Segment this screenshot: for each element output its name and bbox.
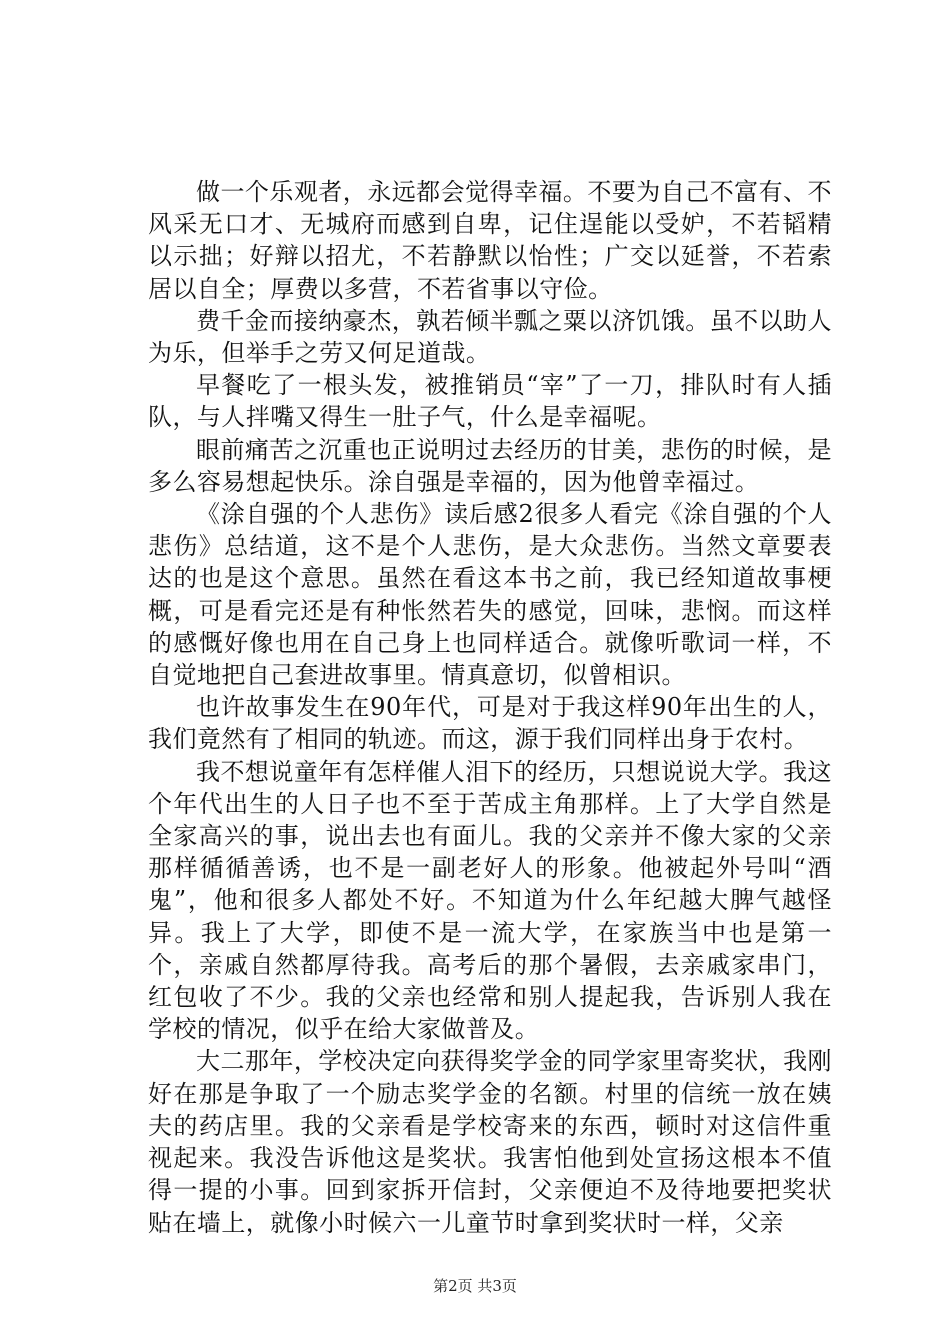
page-number-footer: 第2页 共3页 [433, 1277, 517, 1295]
paragraph: 我不想说童年有怎样催人泪下的经历，只想说说大学。我这个年代出生的人日子也不至于苦成主角那样。上了大学自然是全家高兴的事，说出去也有面儿。我的父亲并不像大家的父亲那样循循善诱，也不是一副老好人的形象。他被起外号叫“酒鬼”，他和很多人都处不好。不知道为什么年纪越大脾气越怪异。我上了大学，即使不是一流大学，在家族当中也是第一个，亲戚自然都厚待我。高考后的那个暑假，去亲戚家串门，红包收了不少。我的父亲也经常和别人提起我，告诉别人我在学校的情况，似乎在给大家做普及。 [148, 757, 832, 1044]
document-body [148, 176, 832, 1239]
paragraph: 费千金而接纳豪杰，孰若倾半瓢之粟以济饥饿。虽不以助人为乐，但举手之劳又何足道哉。 [148, 306, 832, 368]
paragraph: 眼前痛苦之沉重也正说明过去经历的甘美，悲伤的时候，是多么容易想起快乐。涂自强是幸福的，因为他曾幸福过。 [148, 435, 832, 496]
paragraph: 早餐吃了一根头发，被推销员“宰”了一刀，排队时有人插队，与人拌嘴又得生一肚子气，什么是幸福呢。 [148, 371, 832, 432]
paragraph: 《涂自强的个人悲伤》读后感2很多人看完《涂自强的个人悲伤》总结道，这不是个人悲伤，是大众悲伤。当然文章要表达的也是这个意思。虽然在看这本书之前，我已经知道故事梗概，可是看完还是有种怅然若失的感觉，回味，悲悯。而这样的感慨好像也用在自己身上也同样适合。就像听歌词一样，不自觉地把自己套进故事里。情真意切，似曾相识。 [148, 500, 832, 690]
paragraph: 也许故事发生在90年代，可是对于我这样90年出生的人，我们竟然有了相同的轨迹。而这，源于我们同样出身于农村。 [148, 693, 832, 754]
paragraph: 大二那年，学校决定向获得奖学金的同学家里寄奖状，我刚好在那是争取了一个励志奖学金的名额。村里的信统一放在姨夫的药店里。我的父亲看是学校寄来的东西，顿时对这信件重视起来。我没告诉他这是奖状。我害怕他到处宣扬这根本不值得一提的小事。回到家拆开信封，父亲便迫不及待地要把奖状贴在墙上，就像小时候六一儿童节时拿到奖状时一样，父亲 [148, 1047, 832, 1237]
paragraph: 做一个乐观者，永远都会觉得幸福。不要为自己不富有、不风采无口才、无城府而感到自卑，记住逞能以受妒，不若韬精以示拙；好辩以招尤，不若静默以怡性；广交以延誉，不若索居以自全；厚费以多营，不若省事以守俭。 [148, 178, 832, 303]
